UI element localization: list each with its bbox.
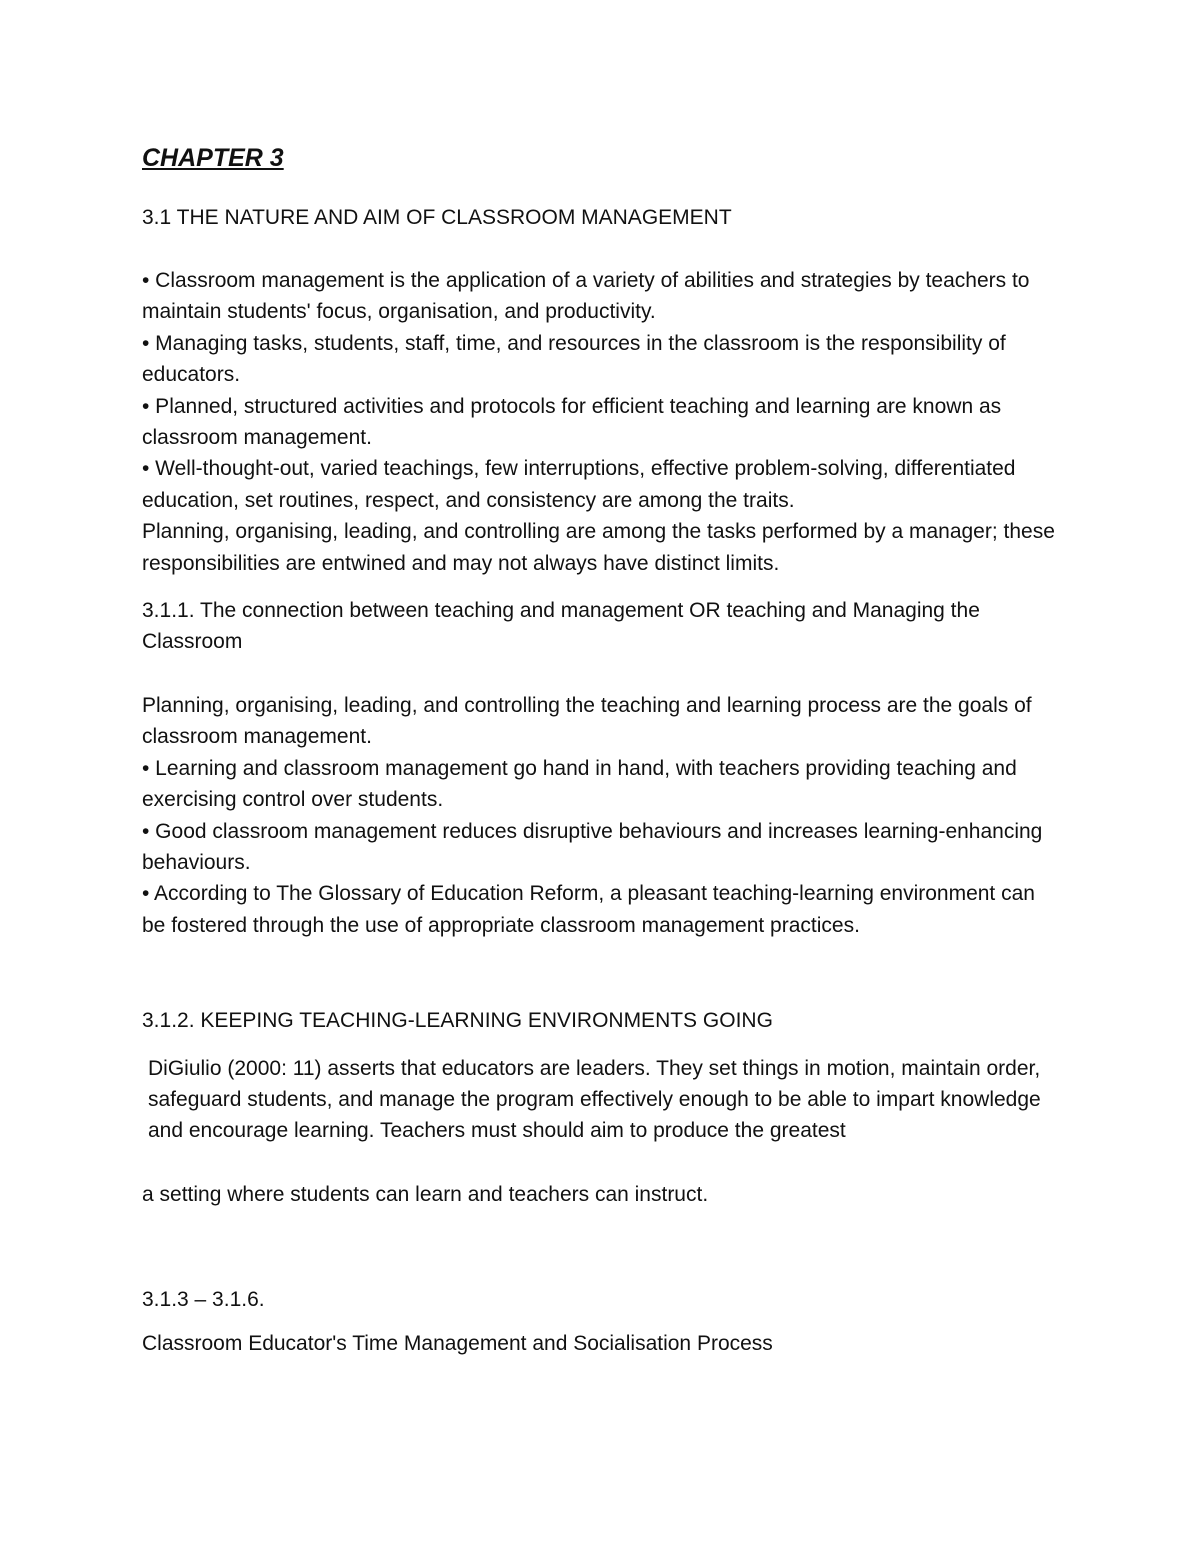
bullet-item: • Well-thought-out, varied teachings, few interruptions, effective problem-solving, differentiated education, set routines, respect, and consistency are among the traits. [142,457,1016,512]
bullet-item: • Classroom management is the application of a variety of abilities and strategies by teachers to maintain students' focus, organisation, and productivity. [142,269,1030,324]
section-3-1-3-title: Classroom Educator's Time Management and Socialisation Process [142,1331,773,1355]
bullet-item: • Planned, structured activities and protocols for efficient teaching and learning are known as classroom management. [142,394,1002,450]
bullet-item: • Good classroom management reduces disruptive behaviours and increases learning-enhancing behaviours. [142,819,1043,874]
bullet-item: • Managing tasks, students, staff, time, and resources in the classroom is the responsibility of educators. [142,331,1006,387]
section-3-1-3-heading: 3.1.3 – 3.1.6. [142,1288,265,1312]
section-3-1-2-heading: 3.1.2. KEEPING TEACHING-LEARNING ENVIRONMENTS GOING [142,1009,773,1033]
section-3-1-1-intro: Planning, organising, leading, and controlling the teaching and learning process are the goals of classroom management. [142,693,1032,749]
section-3-1-heading: 3.1 THE NATURE AND AIM OF CLASSROOM MANAGEMENT [142,206,732,229]
section-3-1-2-continuation: a setting where students can learn and teachers can instruct. [142,1182,709,1206]
section-3-1-1-heading: 3.1.1. The connection between teaching and management OR teaching and Managing the Classroom [142,599,980,654]
chapter-title: CHAPTER 3 [142,144,284,172]
section-3-1-closing: Planning, organising, leading, and controlling are among the tasks performed by a manager; these responsibilities are entwined and may not always have distinct limits. [142,520,1055,575]
bullet-item: • Learning and classroom management go hand in hand, with teachers providing teaching and exercising control over students. [142,756,1017,812]
document-page [142,138,1062,1359]
bullet-item: • According to The Glossary of Education Reform, a pleasant teaching-learning environment can be fostered through the use of appropriate classroom management practices. [142,882,1035,937]
section-3-1-2-paragraph: DiGiulio (2000: 11) asserts that educators are leaders. They set things in motion, maintain order, safeguard students, and manage the program effectively enough to be able to impart knowledge and encourage learning. Teachers must should aim to produce the greatest [148,1056,1041,1143]
